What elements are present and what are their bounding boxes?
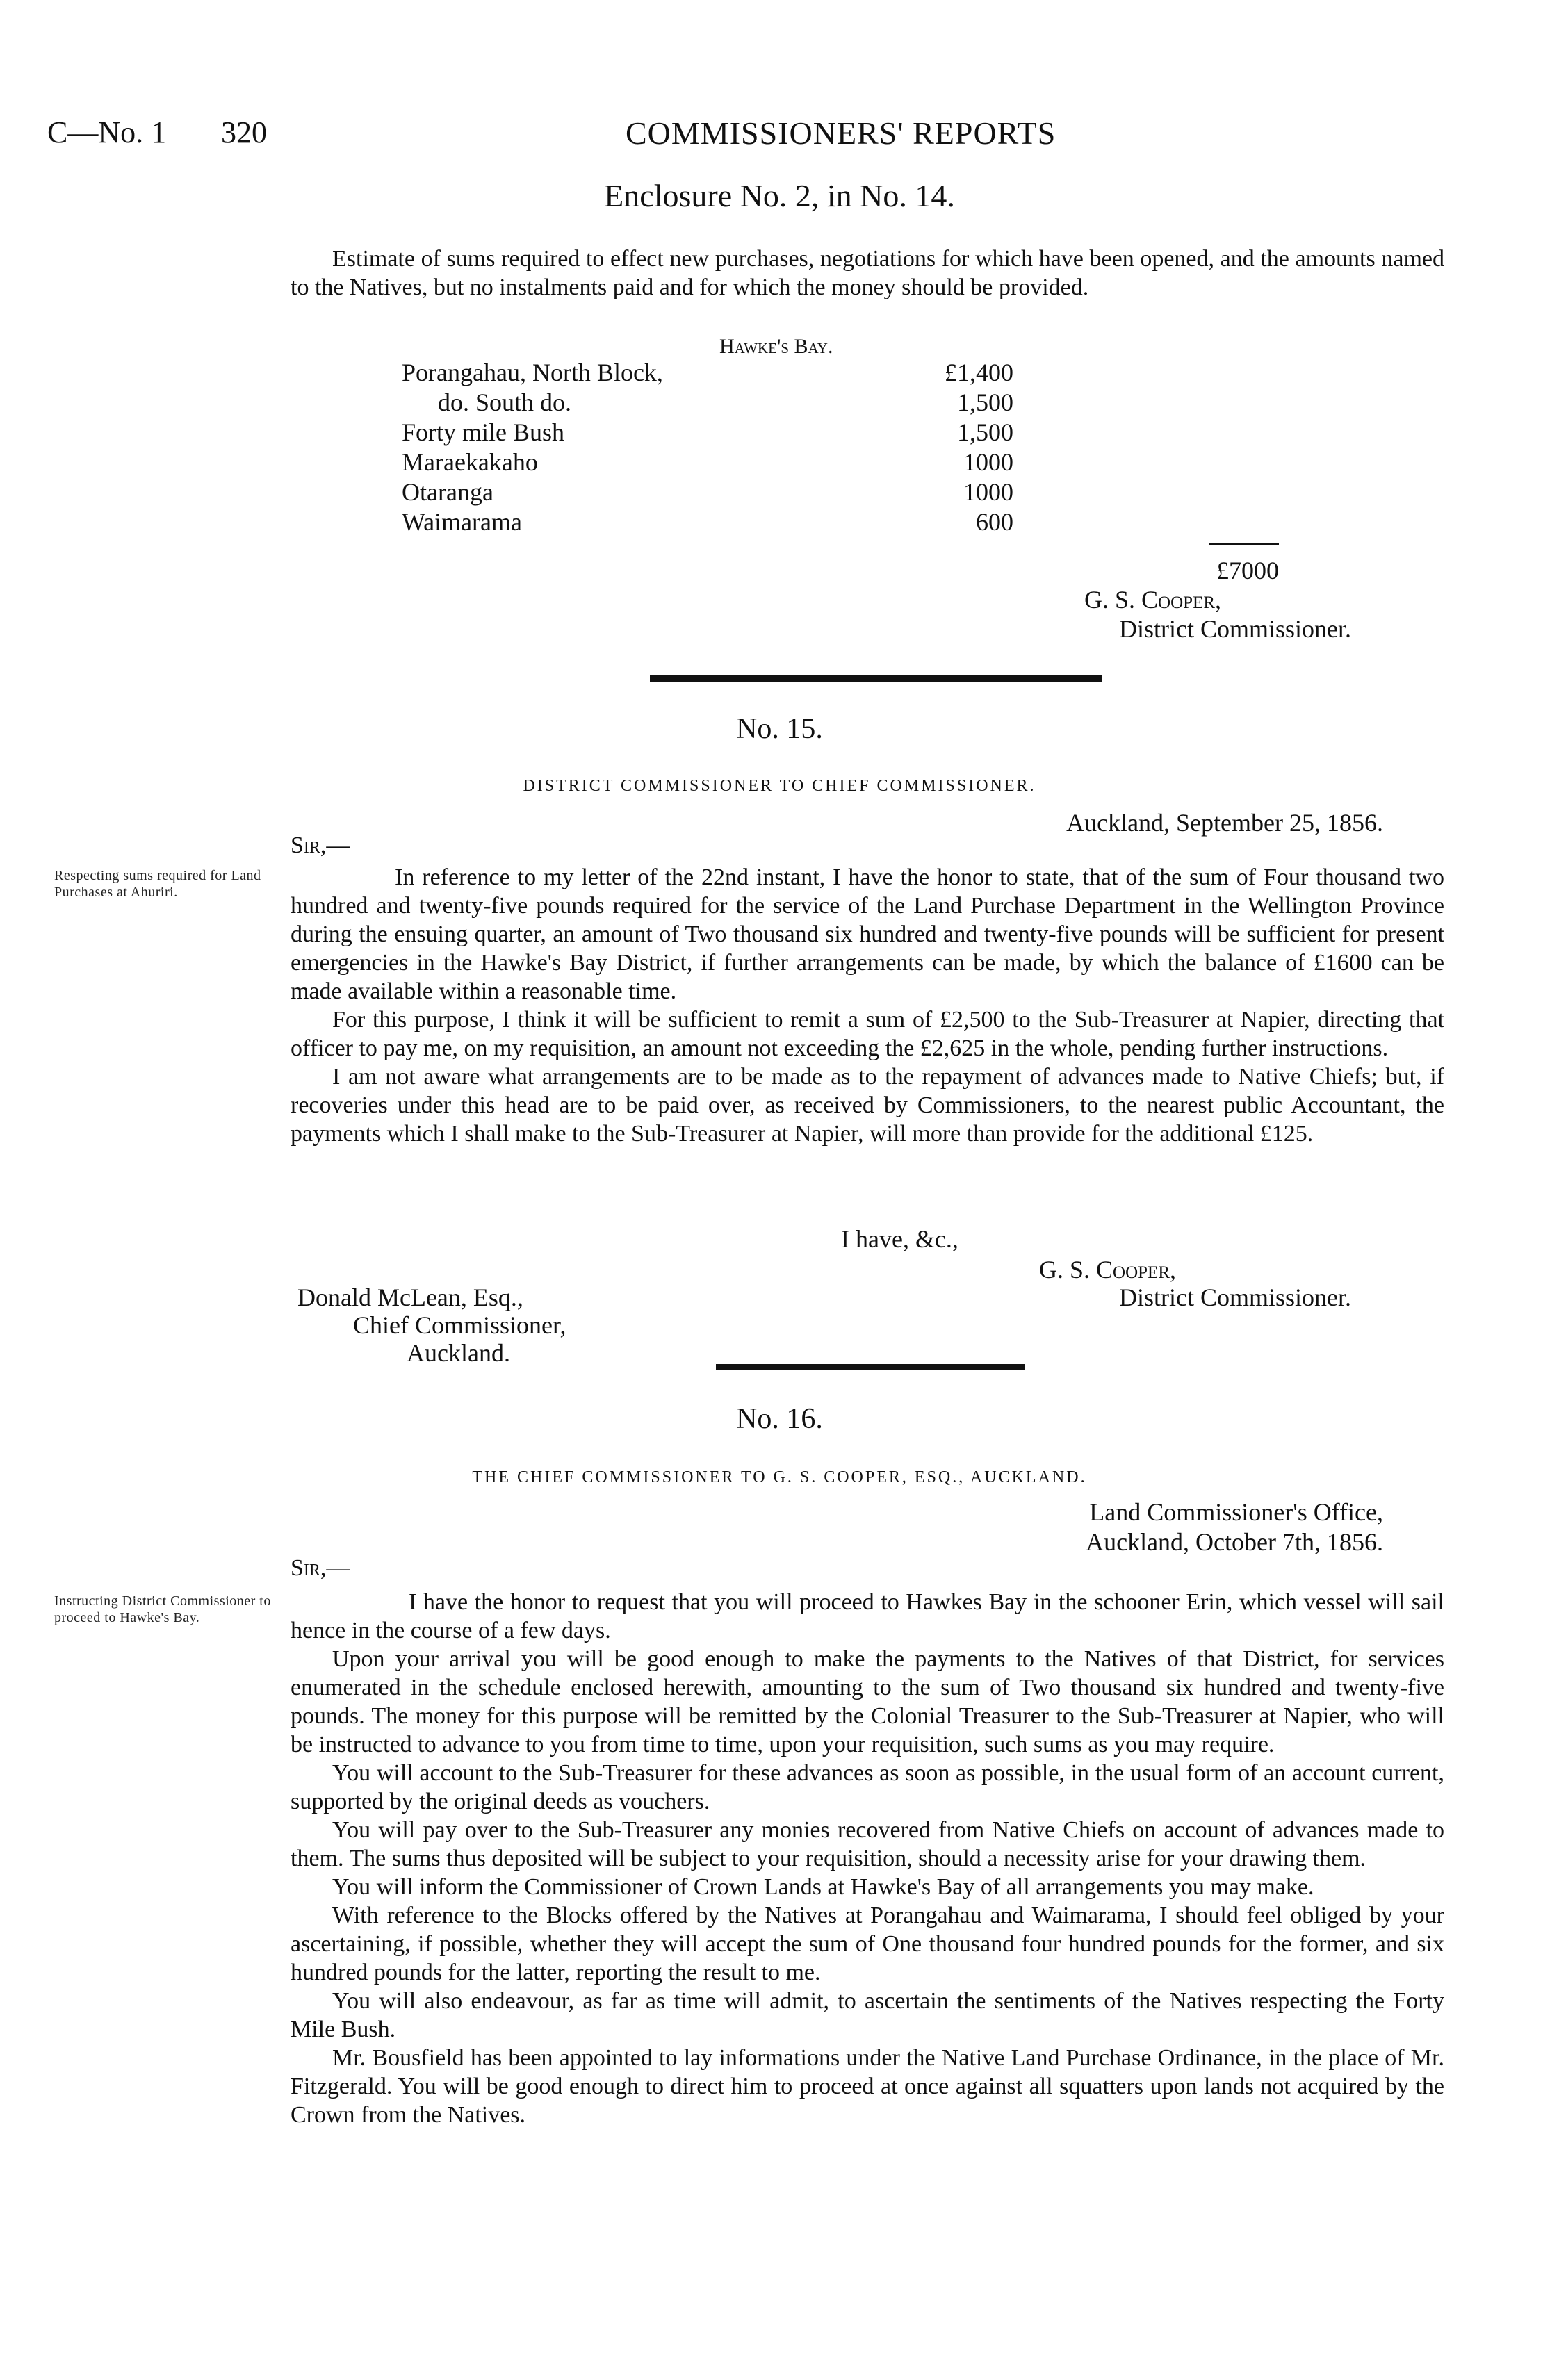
section-divider xyxy=(716,1364,1025,1370)
table-row xyxy=(402,358,1013,388)
letter-15-salutation: Sir,— xyxy=(291,832,350,858)
report-reference: C—No. 1 xyxy=(47,115,167,149)
block-amount: 600 xyxy=(976,508,1013,536)
total-rule xyxy=(1209,543,1279,545)
letter-16-paragraph: You will inform the Commissioner of Crown Lands at Hawke's Bay of all arrangements you may make. xyxy=(332,1874,1314,1900)
letter-15-number: No. 15. xyxy=(736,713,823,745)
letter-16-office: Land Commissioner's Office, xyxy=(1089,1498,1383,1526)
block-name: Forty mile Bush xyxy=(402,418,565,446)
letter-15-paragraph: For this purpose, I think it will be sufficient to remit a sum of £2,500 to the Sub-Treasurer at Napier, directing that officer to pay me, on my requisition, an amount not exceeding the £2,625 in the whole, pending further instructions. xyxy=(291,1007,1444,1061)
letter-15-paragraph: I am not aware what arrangements are to be made as to the repayment of advances made to Native Chiefs; but, if recoveries under this head are to be paid over, as received by Commissioners, to the nearest public Accountant, the payments which I shall make to the Sub-Treasurer at Napier, will more than provide for the additional £125. xyxy=(291,1064,1444,1147)
letter-15-paragraph: In reference to my letter of the 22nd instant, I have the honor to state, that of the sum of Four thousand two hundred and twenty-five pounds required for the service of the Land Purchase Department in the Wellington Province during the ensuing quarter, an amount of Two thousand six hundred and twenty-five pounds will be sufficient for present emergencies in the Hawke's Bay District, if further arrangements can be made, by which the balance of £1600 can be made available within a reasonable time. xyxy=(291,864,1444,1004)
letter-15-subtitle: DISTRICT COMMISSIONER TO CHIEF COMMISSIONER. xyxy=(523,777,1036,795)
letter-16-subtitle: THE CHIEF COMMISSIONER TO G. S. COOPER, ESQ., AUCKLAND. xyxy=(472,1468,1087,1486)
enclosure-intro-text: Estimate of sums required to effect new purchases, negotiations for which have been opened, and the amounts named to the Natives, but no instalments paid and for which the money should be provided. xyxy=(291,246,1444,300)
page-header xyxy=(0,115,1559,163)
letter-16-body xyxy=(291,1588,1444,2129)
enclosure-intro xyxy=(291,245,1444,302)
letter-16-paragraph: You will pay over to the Sub-Treasurer any monies recovered from Native Chiefs on account of advances made to them. The sums thus deposited will be subject to your requisition, should a necessity arise for your drawing them. xyxy=(291,1817,1444,1871)
letter-16-paragraph: With reference to the Blocks offered by the Natives at Porangahau and Waimarama, I should feel obliged by your ascertaining, if possible, whether they will accept the sum of One thousand four hundred pounds for the former, and six hundred pounds for the latter, reporting the result to me. xyxy=(291,1903,1444,1985)
table-row xyxy=(402,388,1013,418)
letter-16-paragraph: I have the honor to request that you will proceed to Hawkes Bay in the schooner Erin, which vessel will sail hence in the course of a few days. xyxy=(291,1589,1444,1643)
enclosure-heading: Enclosure No. 2, in No. 14. xyxy=(604,178,955,213)
letter-15-signature-name: G. S. Cooper, xyxy=(1039,1256,1176,1283)
block-name: do. South do. xyxy=(438,388,572,416)
letter-16-paragraph: Mr. Bousfield has been appointed to lay informations under the Native Land Purchase Ordinance, in the place of Mr. Fitzgerald. You will be good enough to direct him to proceed at once against all squatters upon lands not acquired by the Crown from the Natives. xyxy=(291,2045,1444,2128)
table-row xyxy=(402,448,1013,477)
letter-16-paragraph: You will account to the Sub-Treasurer for these advances as soon as possible, in the usual form of an account current, supported by the original deeds as vouchers. xyxy=(291,1760,1444,1814)
letter-15-addressee-name: Donald McLean, Esq., xyxy=(297,1283,523,1311)
region-label: Hawke's Bay. xyxy=(719,335,833,358)
block-amount: 1000 xyxy=(963,448,1013,476)
letter-15-addressee-title: Chief Commissioner, xyxy=(353,1311,566,1339)
letter-16-paragraph: Upon your arrival you will be good enough to make the payments to the Natives of that District, for services enumerated in the schedule enclosed herewith, amounting to the sum of Two thousand six hundred and twenty-five pounds. The money for this purpose will be remitted by the Colonial Treasurer to the Sub-Treasurer at Napier, who will be instructed to advance to you from time to time, upon your requisition, such sums as you may require. xyxy=(291,1646,1444,1757)
letter-15-signature-title: District Commissioner. xyxy=(1119,1283,1352,1311)
block-name: Porangahau, North Block, xyxy=(402,359,663,386)
letter-16-number: No. 16. xyxy=(736,1403,823,1435)
block-name: Otaranga xyxy=(402,478,493,506)
block-amount: 1000 xyxy=(963,478,1013,506)
table-row xyxy=(402,477,1013,507)
estimate-total: £7000 xyxy=(1216,557,1279,584)
letter-15-place-date: Auckland, September 25, 1856. xyxy=(1066,809,1383,837)
enclosure-signature-title: District Commissioner. xyxy=(1119,615,1352,643)
page-number: 320 xyxy=(221,115,267,149)
letter-16-place-date: Auckland, October 7th, 1856. xyxy=(1086,1528,1383,1556)
enclosure-signature-name: G. S. Cooper, xyxy=(1084,586,1221,614)
letter-15-margin-note: Respecting sums required for Land Purchases at Ahuriri. xyxy=(54,868,261,900)
estimate-table xyxy=(402,358,1013,537)
block-amount: £1,400 xyxy=(945,359,1013,386)
table-row xyxy=(402,507,1013,537)
section-divider xyxy=(650,675,1102,682)
letter-15-closing: I have, &c., xyxy=(841,1225,958,1253)
table-row xyxy=(402,418,1013,448)
letter-16-salutation: Sir,— xyxy=(291,1555,350,1581)
letter-15-body xyxy=(291,863,1444,1148)
block-amount: 1,500 xyxy=(957,388,1013,416)
letter-15-addressee-place: Auckland. xyxy=(407,1339,510,1367)
block-name: Maraekakaho xyxy=(402,448,538,476)
block-name: Waimarama xyxy=(402,508,523,536)
letter-16-paragraph: You will also endeavour, as far as time will admit, to ascertain the sentiments of the Natives respecting the Forty Mile Bush. xyxy=(291,1988,1444,2042)
page-title: COMMISSIONERS' REPORTS xyxy=(626,115,1056,151)
block-amount: 1,500 xyxy=(957,418,1013,446)
letter-16-margin-note: Instructing District Commissioner to proceed to Hawke's Bay. xyxy=(54,1593,271,1625)
